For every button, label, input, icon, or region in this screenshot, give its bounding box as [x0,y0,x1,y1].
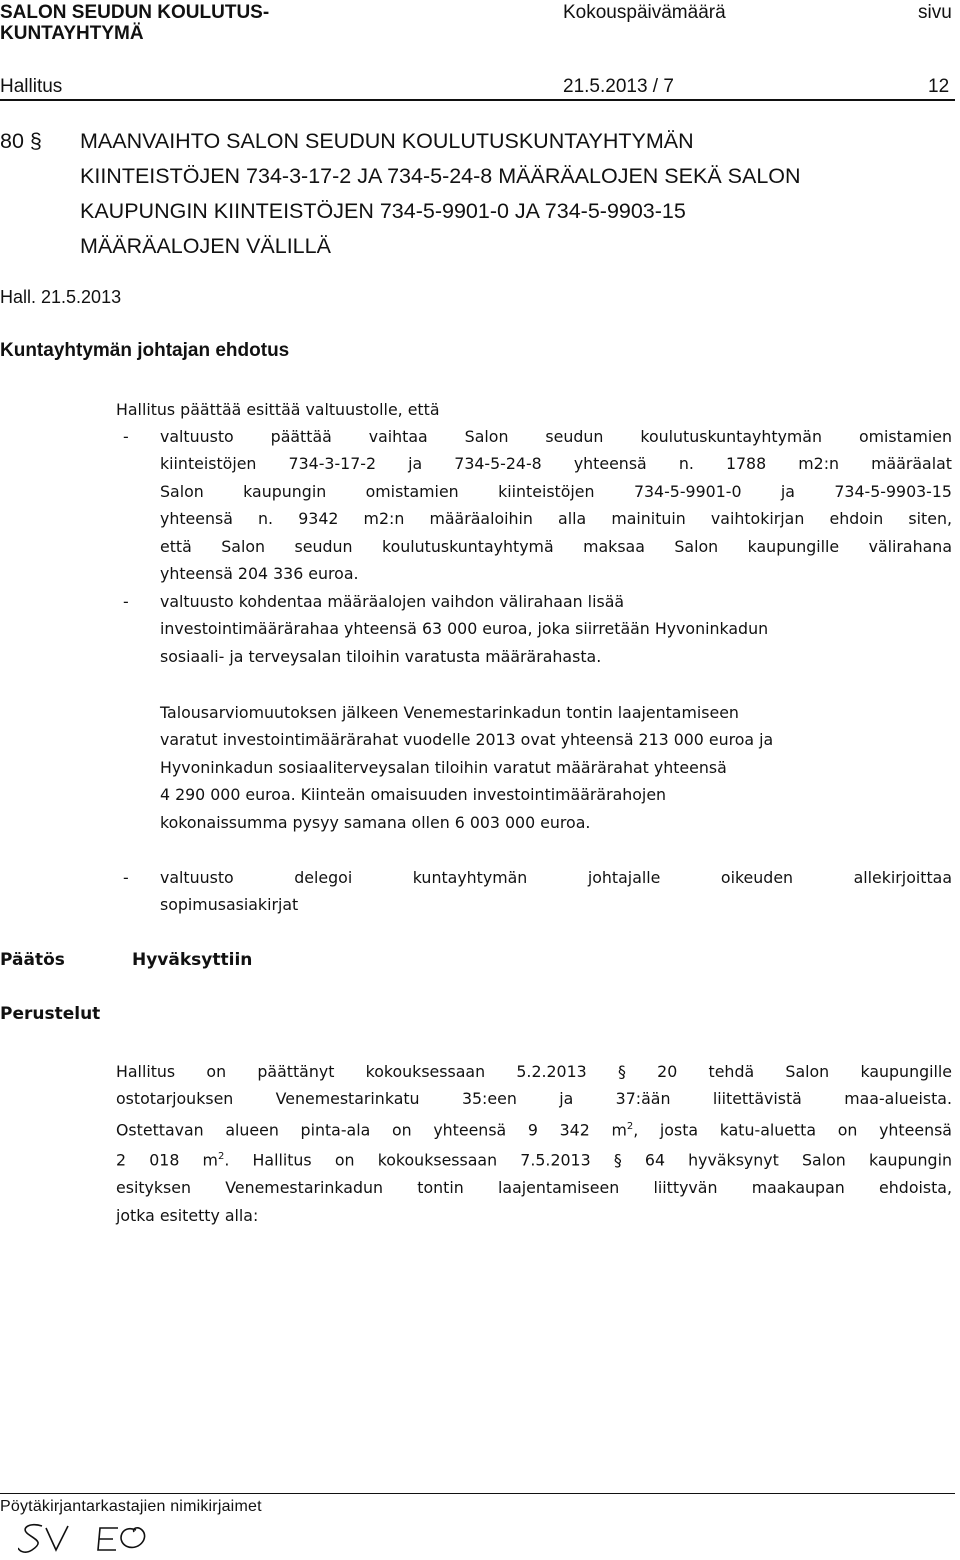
item-title-line: MAANVAIHTO SALON SEUDUN KOULUTUSKUNTAYHTYMÄN [80,129,694,153]
bullet-valtuusto-delegoi [160,864,952,919]
text-line: 4 290 000 euroa. Kiinteän omaisuuden investointimäärärahojen [160,785,667,805]
text-segment: 2 018 m [116,1150,218,1170]
decision-label: Päätös [0,950,65,970]
proposal-heading: Kuntayhtymän johtajan ehdotus [0,340,290,361]
text-line: esityksen Venemestarinkadun tontin laajentamiseen liittyvän maakaupan ehdoista, [116,1178,952,1198]
text-line: että Salon seudun koulutuskuntayhtymä maksaa Salon kaupungille välirahana [160,536,952,556]
text-segment: , josta katu-aluetta on yhteensä [633,1120,952,1140]
meeting-reference: Hall. 21.5.2013 [0,287,122,307]
footer-label: Pöytäkirjantarkastajien nimikirjaimet [0,1498,262,1515]
text-line: ostotarjouksen Venemestarinkatu 35:een ja 37:ään liitettävistä maa-alueista. [116,1089,952,1109]
reasons-label: Perustelut [0,1004,101,1024]
text-line: valtuusto delegoi kuntayhtymän johtajalle oikeuden allekirjoittaa [160,868,952,887]
budget-paragraph [160,699,952,836]
meeting-date-label: Kokouspäivämäärä [563,2,726,23]
bullet-marker: - [123,868,129,887]
text-line: kiinteistöjen 734-3-17-2 ja 734-5-24-8 yhteensä n. 1788 m2:n määräalat [160,454,952,474]
reasons-paragraph [116,1058,952,1229]
item-title-line: KIINTEISTÖJEN 734-3-17-2 JA 734-5-24-8 MÄÄRÄALOJEN SEKÄ SALON [80,164,801,188]
text-segment: . Hallitus on kokouksessaan 7.5.2013 § 64 hyväksynyt Salon kaupungin [224,1150,952,1170]
bullet-marker: - [123,427,129,446]
item-number: 80 § [0,129,42,153]
text-line: sopimusasiakirjat [160,895,299,915]
item-title-line: MÄÄRÄALOJEN VÄLILLÄ [80,234,331,258]
item-title [0,124,801,264]
text-line: sosiaali- ja terveysalan tiloihin varatusta määrärahasta. [160,646,602,666]
text-line: Hyvoninkadun sosiaaliterveysalan tiloihin varatut määrärahat yhteensä [160,757,727,777]
text-line: kokonaissumma pysyy samana ollen 6 003 000 euroa. [160,812,591,832]
organization-name-line1: SALON SEUDUN KOULUTUS- [0,2,270,23]
text-line: jotka esitetty alla: [116,1205,259,1225]
bullet-valtuusto-kohdentaa [160,588,952,670]
text-line: varatut investointimäärärahat vuodelle 2013 ovat yhteensä 213 000 euroa ja [160,730,774,750]
footer-divider [0,1493,955,1494]
page-number: 12 [928,76,950,97]
meeting-date-number: 21.5.2013 / 7 [563,76,674,97]
text-line [116,1113,952,1144]
item-title-line: KAUPUNGIN KIINTEISTÖJEN 734-5-9901-0 JA 734-5-9903-15 [80,199,686,223]
handwritten-initials [18,1520,158,1558]
text-line: Hallitus on päättänyt kokouksessaan 5.2.2013 § 20 tehdä Salon kaupungille [116,1062,952,1081]
text-line: valtuusto päättää vaihtaa Salon seudun koulutuskuntayhtymän omistamien [160,427,952,446]
page-label: sivu [918,2,952,23]
organization-name [0,2,269,44]
text-line: Talousarviomuutoksen jälkeen Venemestarinkadun tontin laajentamiseen [160,703,739,722]
text-line: valtuusto kohdentaa määräalojen vaihdon välirahaan lisää [160,592,625,611]
text-line: investointimäärärahaa yhteensä 63 000 euroa, joka siirretään Hyvoninkadun [160,619,769,639]
bullet-valtuusto-vaihtaa [160,423,952,587]
text-segment: Ostettavan alueen pinta-ala on yhteensä 9 342 m [116,1120,627,1140]
text-line [116,1143,952,1174]
decision-value: Hyväksyttiin [132,950,253,970]
text-line: yhteensä 204 336 euroa. [160,564,359,584]
proposal-intro: Hallitus päättää esittää valtuustolle, että [116,400,440,419]
bullet-marker: - [123,592,129,611]
text-line: Salon kaupungin omistamien kiinteistöjen 734-5-9901-0 ja 734-5-9903-15 [160,481,952,501]
superscript: 2 [626,1120,634,1132]
superscript: 2 [217,1151,225,1163]
organization-name-line2: KUNTAYHTYMÄ [0,23,144,44]
text-line: yhteensä n. 9342 m2:n määräaloihin alla mainituin vaihtokirjan ehdoin siten, [160,509,952,529]
board-name: Hallitus [0,76,63,97]
header-divider [0,99,955,101]
